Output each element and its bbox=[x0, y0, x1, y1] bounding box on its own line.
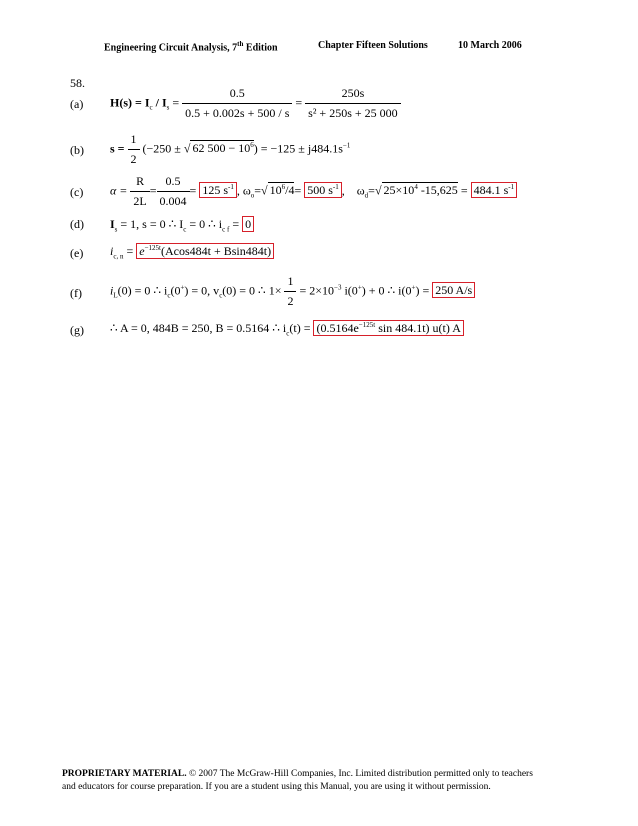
part-a-label: (a) bbox=[70, 97, 84, 111]
problem-number: 58. bbox=[70, 76, 85, 90]
part-g-label: (g) bbox=[70, 323, 84, 337]
part-c-label: (c) bbox=[70, 185, 84, 199]
part-d-label: (d) bbox=[70, 217, 84, 231]
part-f-label: (f) bbox=[70, 286, 82, 300]
part-e-label: (e) bbox=[70, 246, 84, 260]
part-a-fraction-2: $\frac{250s}{\text{s² + 250s + 25 000}}$ bbox=[305, 86, 400, 121]
part-f-result-box: 250 A/s bbox=[432, 282, 475, 298]
part-e-equation: $i_{c, n} = e^{-125t}(Acos484t + Bsin484t)$ bbox=[110, 244, 274, 260]
part-f-equation: $i_L(0) = 0$ ∴ $i_c(0^+) = 0$, $v_c(0) = 0$ ∴ 1× $\frac{1}{2}$ = $2\times 10^{-3}$ i(0+) + 0 ∴ i(0+) = 250 A/s bbox=[110, 274, 475, 309]
part-b-equation: s = $\frac{1}{2}$ (−250 ± √ 62 $500 - 10^6) = -125 \pm j484.1s^{-1}$ bbox=[110, 132, 351, 166]
header-book-title: Engineering Circuit Analysis, 7th Edition bbox=[104, 40, 278, 54]
part-c-equation: α = $\frac{R}{2L}$ = $\frac{0.5}{0.004}$ = 125 $s^{-1}$ , $\omega_o=√$ $10^6/4= 500$ $s^{-1}$ , $\omega_d=√$ $25\times 10^4$ -15,625 = 484.1 $s^{-1}$ bbox=[110, 174, 517, 209]
alpha-result-box: 125 $s^{-1}$ bbox=[199, 182, 237, 198]
omega-d-result-box: 484.1 $s^{-1}$ bbox=[471, 182, 518, 198]
footer-copyright: PROPRIETARY MATERIAL. © 2007 The McGraw-Hill Companies, Inc. Limited distribution permitted only to teachers and educators for course preparation. If you are a student using this Manual, you are using it without permission. bbox=[62, 769, 533, 792]
part-e-result-box: $e^{-125t}(Acos484t + Bsin484t)$ bbox=[136, 243, 274, 259]
part-d-result-box: 0 bbox=[242, 216, 254, 232]
header-date: 10 March 2006 bbox=[458, 40, 522, 51]
part-g-equation: ∴ A = 0, 484B = 250, B = 0.5164 ∴ $i_c(t) = (0.5164e^{-125t}$ sin 484.1t) u(t) A bbox=[110, 321, 464, 337]
part-a-fraction-1: $\frac{0.5}{0.5 + 0.002s + 500 / s}$ bbox=[182, 86, 292, 121]
header-chapter: Chapter Fifteen Solutions bbox=[318, 40, 428, 51]
part-a-equation: $H(s) = I_c / I_s$ = $\frac{0.5}{0.5 + 0.002s + 500 / s}$ = $\frac{250s}{\text{s² + 250s + 25 000}}$ bbox=[110, 86, 401, 121]
part-d-equation: $I_s = 1$, s = 0 ∴ $I_c = 0$ ∴ $i_{c f} = 0$ bbox=[110, 217, 254, 233]
part-b-label: (b) bbox=[70, 143, 84, 157]
omega-o-result-box: 500 $s^{-1}$ bbox=[304, 182, 342, 198]
part-g-result-box: ($0.5164e^{-125t}$ sin 484.1t) u(t) A bbox=[313, 320, 463, 336]
